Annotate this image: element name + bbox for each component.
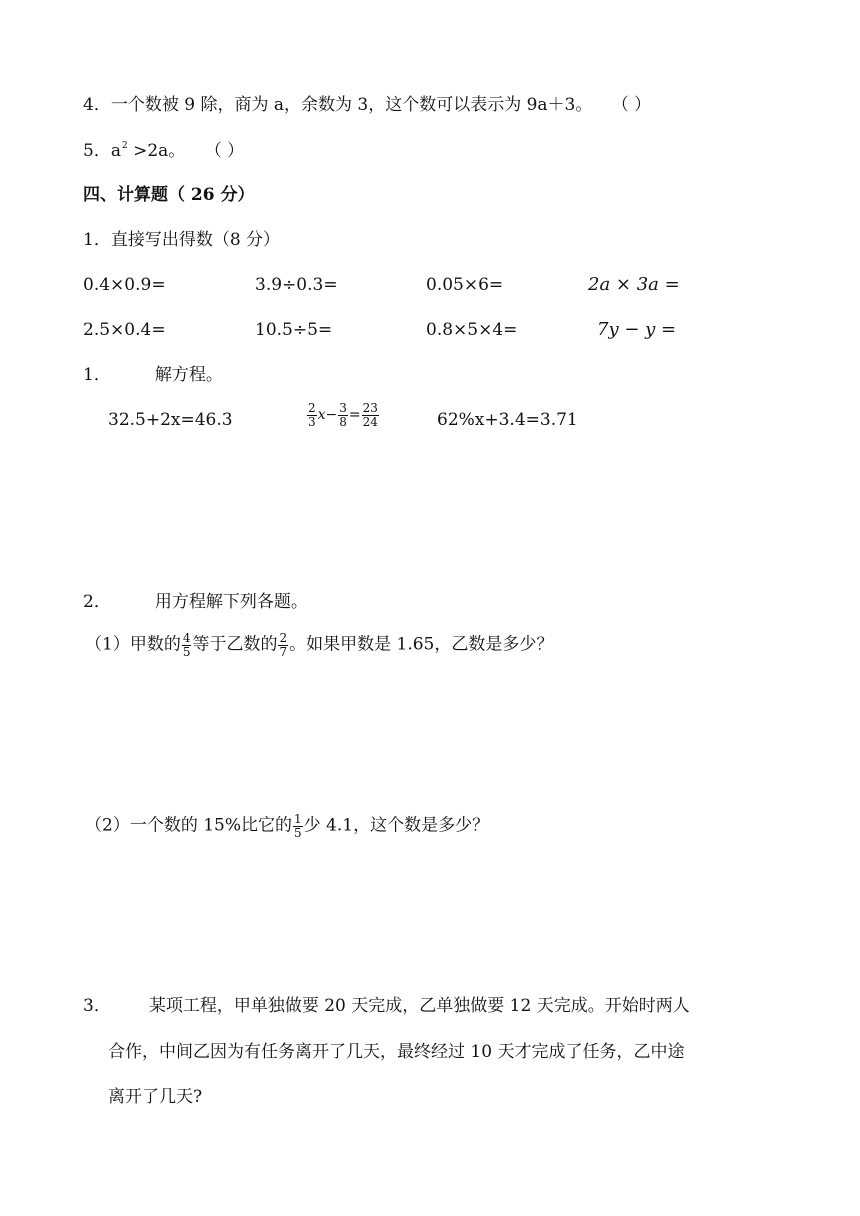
problem-3-line-2: 合作，中间乙因为有任务离开了几天，最终经过 10 天才完成了任务，乙中途: [108, 1042, 685, 1062]
judge-item-5: [83, 142, 244, 160]
judge-item-5-base: 5．a: [83, 141, 121, 161]
word-equations-number: 2．: [83, 592, 111, 612]
question-text: （2）一个数的 15%比它的: [85, 815, 293, 836]
fraction: $\frac{3}{8}$: [339, 401, 347, 429]
minus-sign: −: [325, 407, 338, 424]
word-question-2: [85, 813, 489, 839]
equations-title: 解方程。: [154, 365, 223, 385]
equations-heading: [83, 367, 223, 384]
equation-2: [306, 402, 380, 428]
direct-calc-cell: 2a × 3a =: [588, 274, 680, 295]
fraction: $\frac{23}{24}$: [362, 401, 378, 429]
question-text: 少 4.1，这个数是多少？: [303, 815, 490, 836]
judge-item-4: [83, 97, 651, 114]
answer-parentheses[interactable]: （ ）: [204, 141, 245, 161]
problem-3-line-1: [83, 998, 690, 1015]
equals-sign: =: [348, 407, 361, 424]
word-question-1: [85, 632, 553, 658]
fraction: $\frac{4}{5}$: [182, 631, 191, 659]
fraction: $\frac{1}{5}$: [294, 812, 302, 840]
direct-calc-cell: 0.8×5×4=: [426, 320, 518, 340]
problem-3-line-3: 离开了几天?: [108, 1087, 203, 1107]
judge-item-5-exponent: 2: [121, 141, 128, 151]
fraction: $\frac{2}{3}$: [308, 401, 316, 429]
direct-calc-heading: 1．直接写出得数（8 分）: [83, 230, 281, 250]
equations-number: 1．: [83, 365, 111, 385]
section-title-calculation: 四、计算题（ 26 分）: [83, 185, 255, 205]
direct-calc-cell: 2.5×0.4=: [83, 320, 166, 340]
problem-text: 某项工程，甲单独做要 20 天完成，乙单独做要 12 天完成。开始时两人: [148, 996, 690, 1016]
fraction: $\frac{2}{7}$: [279, 631, 288, 659]
direct-calc-cell: 0.05×6=: [426, 275, 504, 295]
equation-1: 32.5+2x=46.3: [108, 410, 233, 430]
direct-calc-cell: 3.9÷0.3=: [255, 275, 338, 295]
equation-variable: x: [317, 407, 326, 424]
question-text: 等于乙数的: [192, 634, 278, 655]
judge-item-5-rest: >2a。: [127, 141, 186, 161]
word-equations-title: 用方程解下列各题。: [154, 592, 308, 612]
direct-calc-cell: 7y − y =: [597, 319, 677, 340]
judge-item-4-text: 4．一个数被 9 除，商为 a，余数为 3，这个数可以表示为 9a＋3。: [83, 95, 593, 115]
question-text: 。如果甲数是 1.65，乙数是多少？: [289, 634, 554, 655]
question-text: （1）甲数的: [85, 634, 181, 655]
direct-calc-cell: 10.5÷5=: [255, 320, 333, 340]
word-equations-heading: [83, 594, 308, 611]
direct-calc-cell: 0.4×0.9=: [83, 275, 166, 295]
equation-3: 62%x+3.4=3.71: [437, 410, 578, 430]
problem-3-number: 3．: [83, 996, 111, 1016]
answer-parentheses[interactable]: （ ）: [611, 95, 652, 115]
